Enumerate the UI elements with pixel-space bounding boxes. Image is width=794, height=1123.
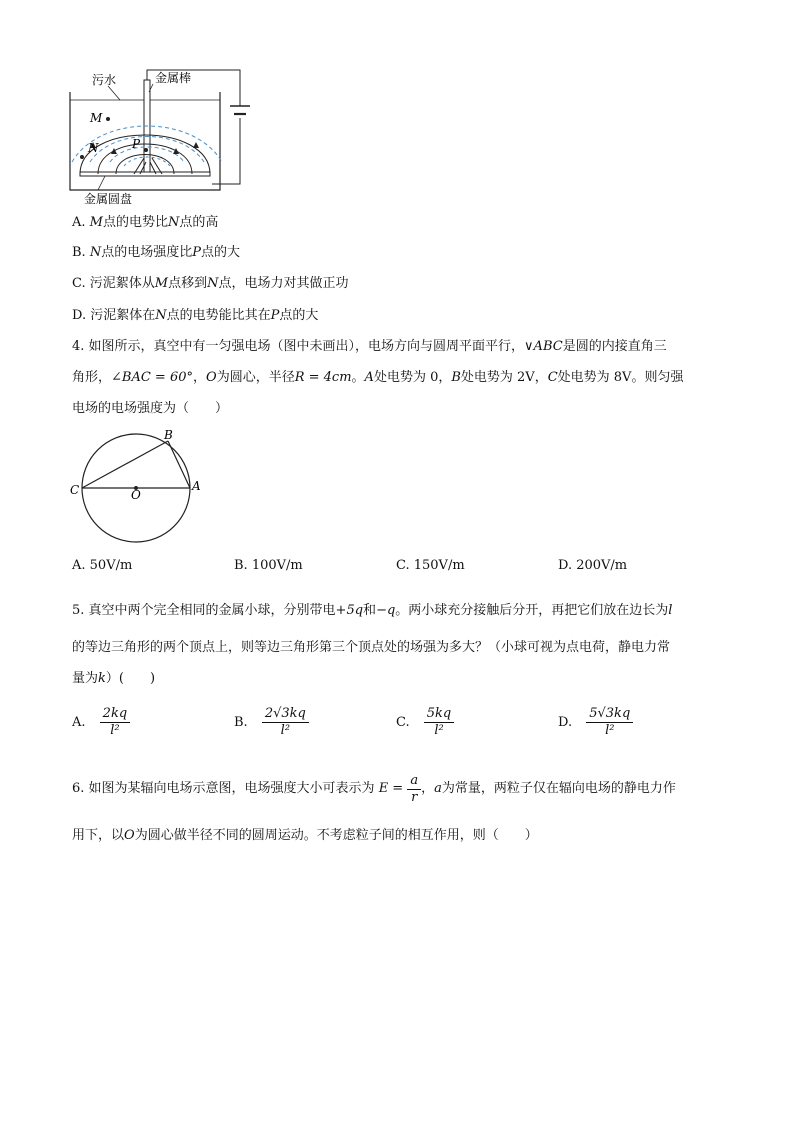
q4-line-2: 角形，∠BAC = 60°，O为圆心，半径R = 4cm。A处电势为 0，B处电势为 2V，C处电势为 8V。则匀强 (72, 370, 684, 385)
label-metal-disk: 金属圆盘 (84, 192, 133, 206)
q5-line-3: 量为k）( ) (72, 671, 156, 686)
fraction: $\frac{5kq}{\text{l²}}$ (424, 706, 454, 739)
fraction: $\frac{5√3kq}{\text{l²}}$ (586, 706, 633, 739)
figure-circle-abc (66, 428, 216, 544)
q5-option-c: C. $\frac{5kq}{\text{l²}}$ (396, 706, 454, 739)
q5-option-a: A. $\frac{2kq}{\text{l²}}$ (72, 706, 130, 739)
q4-line-3: 电场的电场强度为（ ） (72, 401, 229, 416)
q4-option-a: A. 50V/m (72, 558, 133, 573)
q4-option-b: B. 100V/m (234, 558, 303, 573)
label-point-P: P (132, 137, 141, 151)
q6-line-1: 6. 如图为某辐向电场示意图，电场强度大小可表示为 E = $\frac{a}{r}$ ，a为常量，两粒子仅在辐向电场的静电力作 (72, 772, 676, 805)
fig-label-C: C (70, 483, 80, 497)
q3-option-a: A. M点的电势比N点的高 (72, 215, 219, 230)
fraction: $\frac{a}{r}$ (407, 773, 421, 806)
q5-option-b: B. $\frac{2√3kq}{\text{l²}}$ (234, 706, 309, 739)
q6-line-2: 用下，以O为圆心做半径不同的圆周运动。不考虑粒子间的相互作用，则（ ） (72, 828, 538, 843)
fraction: $\frac{2√3kq}{\text{l²}}$ (262, 706, 309, 739)
figure-sewage-tank (60, 62, 280, 207)
fig-label-B: B (164, 428, 173, 442)
label-metal-rod: 金属棒 (155, 71, 192, 85)
fraction: $\frac{2kq}{\text{l²}}$ (100, 706, 130, 739)
q4-option-d: D. 200V/m (558, 558, 628, 573)
fig-label-O: O (131, 488, 141, 502)
q4-line-1: 4. 如图所示，真空中有一匀强电场（图中未画出），电场方向与圆周平面平行，∨ABC是圆的内接直角三 (72, 339, 667, 354)
q3-option-d: D. 污泥絮体在N点的电势能比其在P点的大 (72, 308, 319, 323)
q5-option-d: D. $\frac{5√3kq}{\text{l²}}$ (558, 706, 633, 739)
label-point-M: M (90, 111, 103, 125)
q3-option-c: C. 污泥絮体从M点移到N点，电场力对其做正功 (72, 276, 349, 291)
label-wushui: 污水 (92, 73, 117, 87)
q5-line-1: 5. 真空中两个完全相同的金属小球，分别带电+5q和−q。两小球充分接触后分开，再把它们放在边长为l (72, 603, 673, 618)
q3-option-b: B. N点的电场强度比P点的大 (72, 245, 240, 260)
q4-option-c: C. 150V/m (396, 558, 465, 573)
label-point-N: N (88, 141, 99, 155)
q5-line-2: 的等边三角形的两个顶点上，则等边三角形第三个顶点处的场强为多大？（小球可视为点电荷，静电力常 (72, 640, 671, 655)
fig-label-A: A (192, 479, 201, 493)
